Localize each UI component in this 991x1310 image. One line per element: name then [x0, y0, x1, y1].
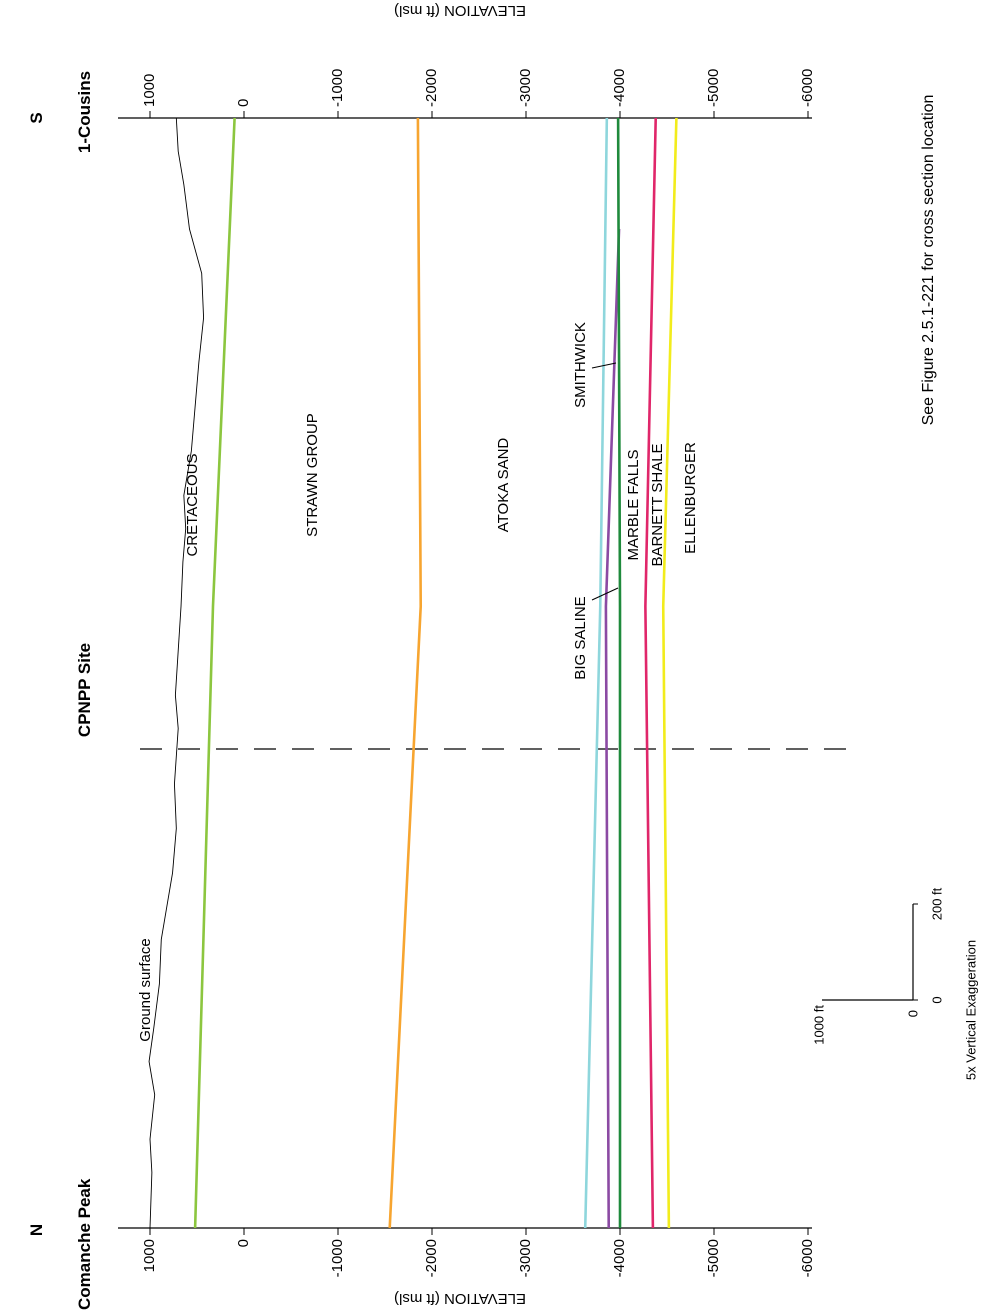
- elevation-tick-label: -2000: [422, 1239, 440, 1278]
- elevation-tick-label: -5000: [704, 1239, 722, 1278]
- north-letter: N: [27, 1223, 46, 1237]
- big-saline-label: BIG SALINE: [571, 596, 589, 680]
- cretaceous-horizon-line: [195, 118, 234, 1228]
- elevation-tick-label: 1000: [140, 73, 158, 107]
- elevation-tick-label: -3000: [516, 1239, 534, 1278]
- scale-1000ft-label: 1000 ft: [811, 1005, 827, 1045]
- scale-zero-a: 0: [905, 1010, 921, 1018]
- ground-surface-line: [149, 118, 204, 1228]
- ellenburger-label: ELLENBURGER: [681, 442, 699, 554]
- elevation-tick-label: 0: [234, 1239, 252, 1248]
- horizon-lines: [149, 118, 676, 1228]
- elevation-tick-label: -4000: [610, 68, 628, 107]
- elevation-tick-label: -6000: [798, 68, 816, 107]
- location-note: See Figure 2.5.1-221 for cross section location: [920, 94, 938, 426]
- bottom-axis-title: ELEVATION (ft msl): [394, 1290, 526, 1308]
- elevation-tick-label: -2000: [422, 68, 440, 107]
- elevation-tick-label: -1000: [328, 68, 346, 107]
- big_saline-horizon-line: [606, 229, 619, 1228]
- scale-zero-b: 0: [929, 996, 945, 1004]
- scale-200ft-label: 200 ft: [929, 887, 945, 921]
- site-label: CPNPP Site: [75, 642, 94, 738]
- strawn-label: STRAWN GROUP: [303, 413, 321, 537]
- elevation-tick-label: -6000: [798, 1239, 816, 1278]
- elevation-tick-label: -3000: [516, 68, 534, 107]
- south-well-label: 1-Cousins: [75, 70, 94, 154]
- cretaceous-label: CRETACEOUS: [183, 453, 201, 557]
- strawn-horizon-line: [390, 118, 421, 1228]
- marble_falls-horizon-line: [618, 118, 620, 1228]
- scale-exaggeration: 5x Vertical Exaggeration: [963, 939, 979, 1081]
- south-letter: S: [27, 112, 46, 124]
- barnett-label: BARNETT SHALE: [648, 443, 666, 567]
- elevation-ticks: [141, 69, 816, 1278]
- elevation-tick-label: 1000: [140, 1239, 158, 1273]
- smithwick-label: SMITHWICK: [571, 322, 589, 408]
- elevation-tick-label: -1000: [328, 1239, 346, 1278]
- marble-falls-label: MARBLE FALLS: [624, 449, 642, 561]
- atoka-label: ATOKA SAND: [494, 437, 512, 533]
- elevation-tick-label: 0: [234, 98, 252, 107]
- elevation-tick-label: -5000: [704, 68, 722, 107]
- scale-bar: [811, 887, 978, 1080]
- north-well-label: Comanche Peak: [75, 1178, 94, 1310]
- ellenburger-horizon-line: [663, 118, 676, 1228]
- top-axis-title: ELEVATION (ft msl): [394, 2, 526, 20]
- elevation-tick-label: -4000: [610, 1239, 628, 1278]
- barnett-horizon-line: [645, 118, 655, 1228]
- ground-surface-label: Ground surface: [136, 938, 154, 1042]
